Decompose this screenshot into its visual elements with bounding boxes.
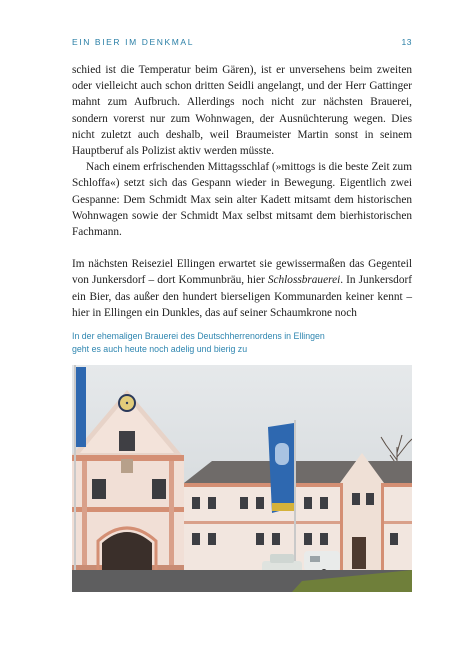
caption-line-1: In der ehemaligen Brauerei des Deutschherrenordens in Ellingen [72,331,325,341]
brewery-photo-illustration [72,365,412,592]
paragraph-3-text-start: Im nächsten Reiseziel Ellingen erwartet sie gewissermaßen das Gegenteil von Junkersdorf – dort Kommunbräu, hier [72,258,412,287]
paragraph-2: Nach einem erfrischenden Mittagsschlaf (»mittogs is die beste Zeit zum Schloffa«) setzt sich das Gespann wieder in Bewegung. Eigentlich zwei Gespanne: Dem Schmidt Max sein alter Kadett mitsamt dem historischen Wohnwagen sowie der Schmidt Max selbst mitsamt dem bierhistorischen Fachmann. [72,161,412,239]
paragraph-3-text-end: . In Junkersdorf ein Bier, das außer den hundert bierseligen Kommunarden keiner kennt – hier in Ellingen ein Dunkles, das auf seiner Schaumkrone noch [72,274,412,319]
paragraph-3-emphasis: Schlossbrauerei [267,274,341,287]
photo-caption [72,330,412,356]
caption-line-2: geht es auch heute noch adelig und bierig zu [72,344,248,354]
body-text [72,62,412,321]
paragraph-1: schied ist die Temperatur beim Gären), ist er unversehens beim zweiten oder vielleicht auch schon dritten Seidli angelangt, und der Herr Gattinger mahnt zum Aufbruch. Allerdings noch nicht zur nächsten Brauerei, sondern vorerst nur zum Wohnwagen, der Ausnüchterung wegen. Dies nicht zuletzt auch deshalb, weil Braumeister Martin sonst in seinem Hauptberuf als Polizist aktiv werden müsste. [72,64,412,158]
running-header-title: EIN BIER IM DENKMAL [72,37,195,47]
page-number: 13 [401,37,412,47]
brewery-photo [72,365,412,592]
paragraph-3 [72,256,412,321]
running-header [72,34,412,50]
